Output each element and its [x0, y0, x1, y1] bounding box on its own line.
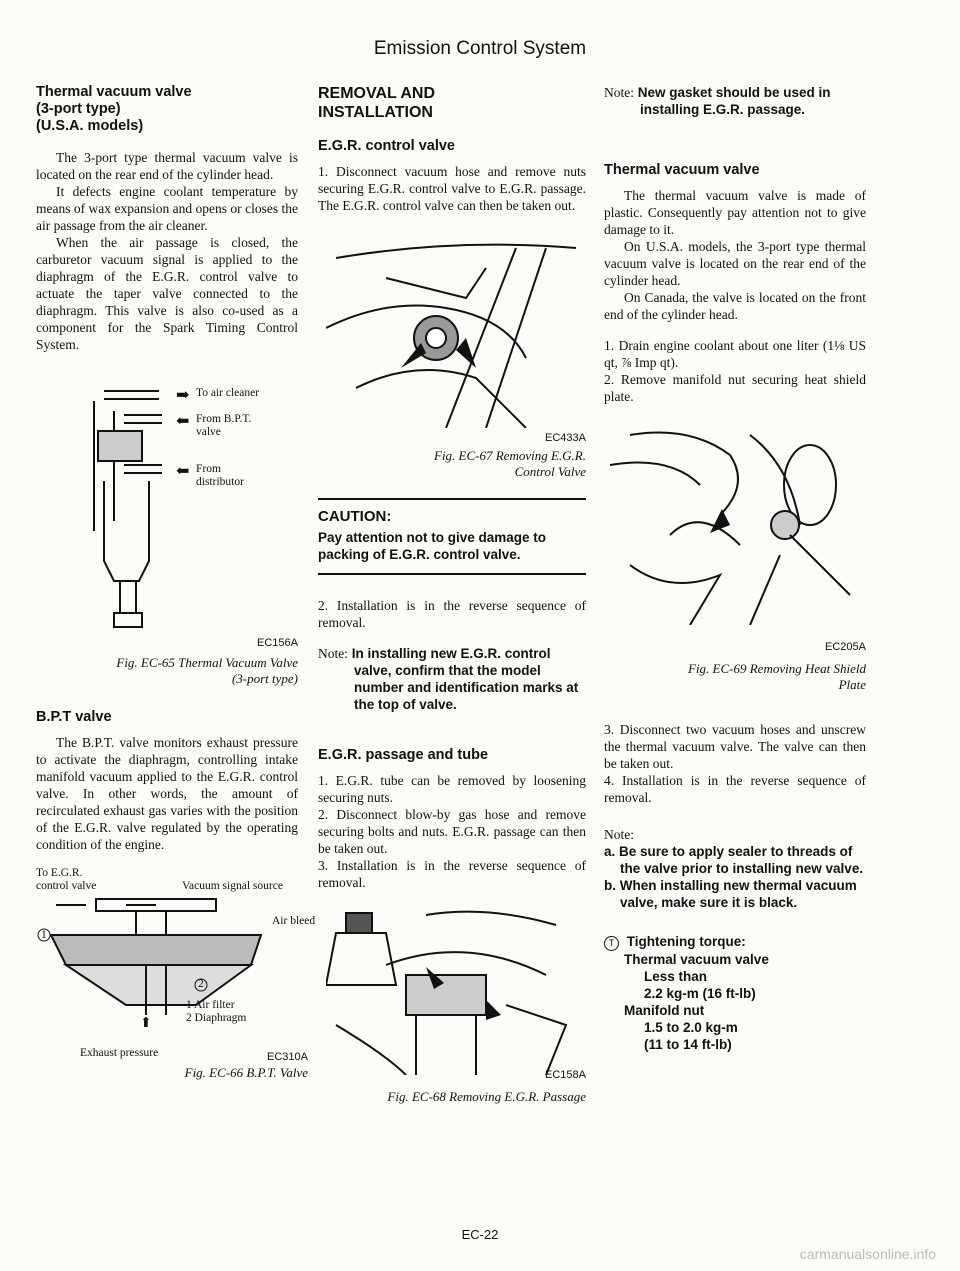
arrow-right-icon: ➡ — [176, 387, 190, 404]
torque-icon: T — [604, 936, 619, 951]
caption-line: Control Valve — [514, 464, 586, 479]
figure-code: EC433A — [545, 432, 586, 444]
label-to-air-cleaner: To air cleaner — [196, 387, 260, 399]
arrow-up-icon: ⬆ — [140, 1016, 152, 1031]
torque-line: Thermal vacuum valve — [624, 952, 769, 967]
caption-line: (3-port type) — [231, 671, 298, 686]
removal-installation-title — [318, 84, 586, 122]
caption-line: Plate — [838, 677, 866, 692]
note-label: Note: — [318, 646, 348, 661]
label-from-bpt — [196, 413, 251, 439]
note-item: a. Be sure to apply sealer to threads of the valve prior to installing new valve. — [604, 844, 864, 876]
page-header: Emission Control System — [373, 38, 587, 59]
figure-code: EC156A — [257, 637, 298, 649]
column-left — [36, 84, 316, 1083]
caption-line: Fig. EC-65 Thermal Vacuum Valve — [116, 655, 298, 670]
caption-line: Fig. EC-69 Removing Heat Shield — [688, 661, 866, 676]
note-text: In installing new E.G.R. control valve, confirm that the model number and identification marks at the top of valve. — [351, 646, 579, 712]
label-from-distributor — [196, 463, 244, 489]
figure-caption — [36, 655, 298, 687]
column-right — [604, 84, 866, 1053]
note-item: b. When installing new thermal vacuum valve, make sure it is black. — [604, 878, 857, 910]
egr-passage-title: E.G.R. passage and tube — [318, 747, 489, 763]
torque-line: 2.2 kg-m (16 ft-lb) — [644, 986, 756, 1001]
paragraph: On U.S.A. models, the 3-port type thermal vacuum valve is located on the rear end of the cylinder head. — [604, 239, 866, 288]
page-number: EC-22 — [461, 1227, 499, 1242]
marker-one: 1 — [41, 929, 47, 941]
label-vacuum-source: Vacuum signal source — [182, 880, 283, 892]
figure-ec66 — [36, 867, 322, 1047]
note-label: Note: — [604, 85, 634, 100]
step: 1. Drain engine coolant about one liter (1⅛ US qt, ⅞ Imp qt). — [604, 338, 866, 370]
torque-block — [604, 933, 866, 1053]
label-to-egr — [36, 867, 96, 893]
paragraph: When the air passage is closed, the carburetor vacuum signal is applied to the diaphragm of the E.G.R. control valve to actuate the taper valve connected to the diaphragm. This valve is also co-used as a component for the Spark Timing Control System. — [36, 235, 298, 352]
label-line: From B.P.T. — [196, 413, 252, 425]
step: 4. Installation is in the reverse sequence of removal. — [604, 773, 866, 805]
heat-shield-photo — [610, 425, 860, 625]
fig66-footer — [36, 1047, 308, 1083]
step: 2. Disconnect blow-by gas hose and remove securing bolts and nuts. E.G.R. passage can then be taken out. — [318, 807, 586, 856]
legend-item: 1 Air filter — [186, 999, 235, 1011]
label-line: control valve — [36, 880, 97, 892]
column-middle — [318, 84, 586, 1105]
figure-code: EC158A — [545, 1069, 586, 1081]
note-text: New gasket should be used in installing E.G.R. passage. — [637, 85, 831, 117]
step: 2. Remove manifold nut securing heat shield plate. — [604, 372, 866, 404]
figure-ec68 — [318, 905, 586, 1105]
note — [318, 645, 586, 713]
thermal-vacuum-valve-diagram — [84, 381, 184, 629]
label-line: valve — [196, 426, 221, 438]
paragraph: The B.P.T. valve monitors exhaust pressure to activate the diaphragm, controlling intake manifold vacuum applied to the E.G.R. control valve. In other words, the amount of recirculated exhaust gas varies with the position of the E.G.R. valve regulated by the operating condition of the engine. — [36, 735, 298, 852]
torque-line: 1.5 to 2.0 kg-m — [644, 1020, 738, 1035]
marker-two: 2 — [198, 978, 204, 990]
torque-line: (11 to 14 ft-lb) — [644, 1037, 732, 1052]
torque-title-row — [604, 933, 866, 951]
torque-line: Less than — [644, 969, 708, 984]
caution-text: Pay attention not to give damage to packing of E.G.R. control valve. — [318, 530, 547, 562]
title-line: REMOVAL AND — [318, 85, 436, 102]
caution-title: CAUTION: — [318, 508, 392, 525]
step: 1. Disconnect vacuum hose and remove nuts securing E.G.R. control valve to E.G.R. passage. The E.G.R. control valve can then be taken out. — [318, 164, 586, 213]
arrow-left-icon: ⬅ — [176, 413, 190, 430]
egr-passage-photo — [326, 905, 581, 1075]
label-line: distributor — [196, 476, 244, 488]
figure-ec65 — [36, 381, 298, 686]
thermal-vacuum-valve-title: Thermal vacuum valve — [604, 162, 760, 178]
note-label: Note: — [604, 827, 634, 842]
caution-box — [318, 498, 586, 575]
paragraph: On Canada, the valve is located on the front end of the cylinder head. — [604, 290, 866, 322]
step: 1. E.G.R. tube can be removed by loosening securing nuts. — [318, 773, 586, 805]
legend-item: 2 Diaphragm — [186, 1012, 247, 1024]
figure-ec69 — [604, 425, 866, 697]
label-line: To E.G.R. — [36, 867, 83, 879]
figure-code: EC205A — [825, 641, 866, 653]
figure-ec67 — [318, 238, 586, 494]
step: 2. Installation is in the reverse sequence of removal. — [318, 598, 586, 630]
label-air-bleed: Air bleed — [272, 915, 316, 927]
arrow-left-icon: ⬅ — [176, 463, 190, 480]
title-line: (U.S.A. models) — [36, 118, 144, 134]
note — [604, 84, 866, 118]
bpt-valve-title: B.P.T valve — [36, 709, 112, 725]
bpt-valve-diagram — [36, 895, 286, 1015]
paragraph: The thermal vacuum valve is made of plastic. Consequently pay attention not to give damage to it. — [604, 188, 866, 237]
title-line: INSTALLATION — [318, 104, 433, 121]
figure-caption: Fig. EC-68 Removing E.G.R. Passage — [387, 1089, 586, 1104]
figure-caption: Fig. EC-66 B.P.T. Valve — [184, 1065, 308, 1080]
label-exhaust-pressure: Exhaust pressure — [80, 1047, 159, 1059]
figure-code: EC310A — [267, 1051, 308, 1063]
step: 3. Installation is in the reverse sequence of removal. — [318, 858, 586, 890]
label-line: From — [196, 463, 221, 475]
paragraph: It defects engine coolant temperature by means of wax expansion and opens or closes the air passage from the air cleaner. — [36, 184, 298, 233]
figure-caption — [318, 448, 586, 480]
torque-line: Manifold nut — [624, 1003, 705, 1018]
caption-line: Fig. EC-67 Removing E.G.R. — [434, 448, 586, 463]
step: 3. Disconnect two vacuum hoses and unscrew the thermal vacuum valve. The valve can then be taken out. — [604, 722, 866, 771]
title-line: Thermal vacuum valve — [36, 84, 192, 100]
legend — [186, 999, 246, 1025]
egr-valve-photo — [326, 238, 586, 428]
egr-control-valve-title: E.G.R. control valve — [318, 138, 455, 154]
watermark: carmanualsonline.info — [799, 1246, 936, 1262]
paragraph: The 3-port type thermal vacuum valve is located on the rear end of the cylinder head. — [36, 150, 298, 182]
tvv-3port-title — [36, 84, 298, 135]
figure-caption — [604, 661, 866, 693]
title-line: (3-port type) — [36, 101, 121, 117]
torque-title: Tightening torque: — [626, 934, 746, 949]
